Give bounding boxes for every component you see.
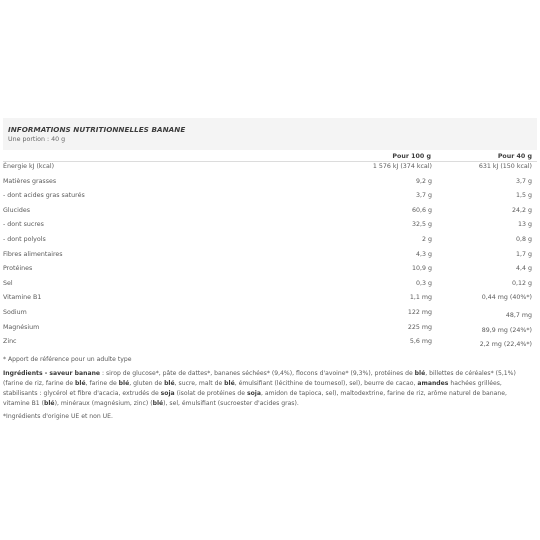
value-per-100g: 9,2 g — [415, 177, 432, 185]
nutrient-label: Vitamine B1 — [3, 294, 42, 302]
value-per-100g: 60,6 g — [411, 206, 432, 214]
nutrient-label: Glucides — [3, 206, 30, 214]
ingredient-text: , billettes de céréales — [425, 370, 491, 377]
ingredient-text: * — [345, 370, 349, 377]
ingredient-text: * — [490, 370, 494, 377]
value-per-40g: 48,7 mg — [505, 312, 532, 319]
ingredient-text: hachées grillées, stabilisants : glycérol et fibre d'acacia, extrudés de — [3, 380, 502, 397]
table-row — [3, 163, 537, 177]
nutrient-label: Zinc — [3, 338, 17, 346]
value-per-40g: 1,5 g — [515, 192, 532, 200]
ingredient-text: , amidon de tapioca, sel), maltodextrine, farine de riz, arôme naturel de banane, vitamine B1 ( — [3, 390, 507, 407]
value-per-40g: 24,2 g — [511, 206, 532, 214]
table-row — [3, 221, 537, 235]
allergen-text: blé — [152, 400, 164, 407]
ingredients-text — [3, 369, 535, 409]
ingredient-text: (9,3%), protéines de — [348, 370, 415, 377]
allergen-text: blé — [43, 400, 55, 407]
table-row — [3, 280, 537, 294]
header-divider — [3, 161, 537, 162]
value-per-100g: 122 mg — [407, 309, 432, 316]
column-header-per-100g: Pour 100 g — [392, 153, 431, 160]
table-row — [3, 309, 537, 323]
allergen-text: blé — [414, 370, 426, 377]
value-per-40g: 4,4 g — [515, 265, 532, 273]
ingredient-text: ), minéraux (magnésium, zinc) ( — [54, 400, 153, 407]
allergen-text: soja — [160, 390, 175, 397]
ingredient-text: * — [266, 370, 270, 377]
ingredient-text: , bananes séchées — [210, 370, 267, 377]
nutrient-label: - dont acides gras saturés — [3, 192, 85, 200]
nutrition-title: INFORMATIONS NUTRITIONNELLES BANANE — [8, 125, 186, 134]
nutrient-label: Sodium — [3, 309, 27, 316]
value-per-100g: 2 g — [421, 236, 432, 243]
ingredients-label: Ingrédients - saveur banane — [3, 370, 101, 377]
value-per-40g: 0,8 g — [515, 236, 532, 243]
allergen-text: blé — [164, 380, 175, 387]
footnote: * Apport de référence pour un adulte type — [3, 356, 132, 363]
nutrient-label: Matières grasses — [3, 177, 57, 185]
allergen-text: blé — [118, 380, 130, 387]
value-per-40g: 0,12 g — [511, 279, 532, 287]
nutrient-label: Fibres alimentaires — [3, 250, 63, 258]
allergen-text: blé — [224, 380, 235, 387]
value-per-100g: 32,5 g — [411, 221, 432, 229]
ingredient-text: (9,4%), flocons d'avoine — [269, 370, 346, 377]
value-per-100g: 225 mg — [407, 323, 432, 331]
ingredient-text: : sirop de glucose — [100, 370, 156, 377]
value-per-40g: 631 kJ (150 kcal) — [478, 163, 532, 170]
value-per-100g: 10,9 g — [411, 265, 432, 273]
value-per-40g: 0,44 mg (40%*) — [481, 294, 532, 302]
ingredient-text: , pâte de dattes — [158, 370, 208, 377]
value-per-40g: 1,7 g — [515, 250, 532, 258]
table-row — [3, 192, 537, 206]
table-row — [3, 265, 537, 279]
value-per-100g: 0,3 g — [415, 279, 432, 287]
value-per-100g: 1,1 mg — [409, 294, 432, 302]
ingredient-text: , sucre, malt de — [174, 380, 225, 387]
value-per-40g: 13 g — [517, 221, 532, 229]
table-row — [3, 236, 537, 250]
nutrient-label: Protéines — [3, 265, 33, 273]
ingredient-text: * — [155, 370, 159, 377]
nutrient-label: Sel — [3, 279, 13, 287]
table-row — [3, 294, 537, 308]
column-header-per-40g: Pour 40 g — [497, 153, 532, 160]
nutrient-label: - dont sucres — [3, 221, 44, 229]
nutrient-label: Magnésium — [3, 323, 40, 331]
value-per-100g: 5,6 mg — [409, 338, 432, 346]
value-per-40g: 3,7 g — [515, 177, 532, 185]
ingredient-text: , gluten de — [129, 380, 165, 387]
allergen-text: blé — [75, 380, 86, 387]
table-row — [3, 338, 537, 352]
ingredient-text: ), sel, émulsifiant (sucroester d'acides gras). — [163, 400, 299, 407]
ingredient-text: , émulsifiant (lécithine de tournesol), sel), beurre de cacao, — [234, 380, 418, 387]
table-row — [3, 251, 537, 265]
value-per-100g: 4,3 g — [415, 250, 432, 258]
ingredient-text: , farine de — [85, 380, 119, 387]
table-row — [3, 324, 537, 338]
ingredient-text: (5,1%) (farine de riz, farine de — [3, 370, 516, 387]
origin-note: *Ingrédients d'origine UE et non UE. — [3, 413, 113, 420]
allergen-text: soja — [246, 390, 261, 397]
value-per-40g: 2,2 mg (22,4%*) — [479, 341, 532, 349]
value-per-40g: 89,9 mg (24%*) — [481, 326, 532, 334]
ingredient-text: * — [207, 370, 211, 377]
nutrient-label: - dont polyols — [3, 236, 46, 243]
value-per-100g: 3,7 g — [415, 192, 432, 200]
allergen-text: amandes — [417, 380, 449, 387]
value-per-100g: 1 576 kJ (374 kcal) — [372, 163, 432, 170]
nutrient-label: Énergie kJ (kcal) — [3, 163, 55, 170]
table-row — [3, 178, 537, 192]
portion-size: Une portion : 40 g — [8, 136, 66, 143]
ingredient-text: (isolat de protéines de — [174, 390, 247, 397]
table-row — [3, 207, 537, 221]
title-panel — [3, 118, 537, 150]
